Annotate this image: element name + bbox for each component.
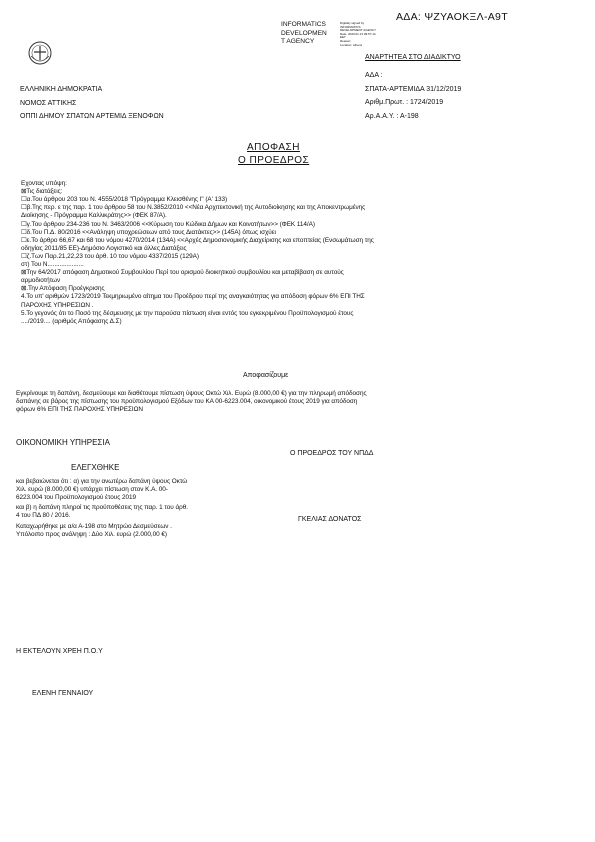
country-name: ΕΛΛΗΝΙΚΗ ΔΗΜΟΚΡΑΤΙΑ <box>20 86 103 93</box>
president-title: Ο ΠΡΟΕΔΡΟΣ ΤΟΥ ΝΠΔΔ <box>290 450 374 457</box>
sig-detail: INFORMATICS <box>340 24 361 29</box>
consideration-line: ⊠Τις διατάξεις: <box>21 188 63 196</box>
consideration-line: Διοίκησης - Πρόγραμμα Καλλικράτης>> (ΦΕΚ 87/Α). <box>21 212 167 220</box>
consideration-line: ☐α.Του άρθρου 203 του Ν. 4555/2018 "Πρόγραμμα Κλεισθένης Ι" (Α' 133) <box>21 196 228 204</box>
agency-line-2: DEVELOPMEN <box>281 29 327 37</box>
place-date: ΣΠΑΤΑ-ΑΡΤΕΜΙΔΑ 31/12/2019 <box>365 85 462 93</box>
finance-line: 6223.004 του Προϋπολογισμού έτους 2019 <box>16 494 136 501</box>
finance-heading: ΟΙΚΟΝΟΜΙΚΗ ΥΠΗΡΕΣΙΑ <box>16 438 110 447</box>
sig-detail: Date: 2020.01.13 09:57:14 <box>340 31 376 36</box>
agency-line-3: T AGENCY <box>281 38 315 46</box>
agency-line-1: INFORMATICS <box>281 21 326 28</box>
consideration-line: 4.Το υπ' αριθμών 1723/2019 Τεκμηριωμένο αίτημα του Προέδρου περί της αναγκαιότητας για απόδοση φόρων 6% ΕΠΙ ΤΗΣ <box>21 293 365 301</box>
consideration-line: ⊠Την 64/2017 απόφαση Δημοτικού Συμβουλίου Περί του ορισμού διοικητικού συμβουλίου και μεταβίβαση σε αυτούς <box>21 269 344 277</box>
aay-number: Αρ.Α.Α.Υ. : Α-198 <box>365 112 419 120</box>
sig-detail: Reason: <box>340 38 352 43</box>
greek-coat-of-arms-icon <box>27 40 53 66</box>
president-heading: Ο ΠΡΟΕΔΡΟΣ <box>238 155 310 166</box>
consideration-line: ☐ε.Το άρθρο 66,67 και 68 του νόμου 4270/2014 (134Α) <<Αρχές Δημοσιονομικής Διαχείρισης και εποπτείας (Ενσωμάτωση της <box>21 236 374 244</box>
finance-line: 4 του ΠΔ 80 / 2016. <box>16 512 71 519</box>
sig-detail: Digitally signed by <box>340 21 365 25</box>
decision-line: Εγκρίνουμε τη δαπάνη, δεσμεύουμε και διαθέτουμε πίστωση ύψους Οκτώ Χιλ. Ευρώ (8.000,00 €) για την πληρωμή απόδοσης <box>16 390 367 397</box>
consideration-line: αρμοδιοτήτων <box>21 277 61 285</box>
consideration-line: ΠΑΡΟΧΗΣ ΥΠΗΡΕΣΙΩΝ . <box>21 301 94 309</box>
consideration-line: στ) Του Ν..................... <box>21 261 84 268</box>
ada-mark: ΑΔΑ: ΨΖΥΑΟΚΞΛ-Α9Τ <box>396 11 508 23</box>
decision-line: φόρων 6% ΕΠΙ ΤΗΣ ΠΑΡΟΧΗΣ ΥΠΗΡΕΣΙΩΝ <box>16 406 143 413</box>
consideration-line: Εχοντας υπόψη: <box>21 180 67 187</box>
consideration-line: ☐γ.Του άρθρου 234-236 του Ν. 3463/2006 <<Κύρωση του Κώδικα Δήμων και Κοινοτήτων>> (ΦΕΚ 114/Α) <box>21 220 315 228</box>
post-online-note: ΑΝΑΡΤΗΤΕΑ ΣΤΟ ΔΙΑΔΙΚΤΥΟ <box>365 54 461 61</box>
decision-heading: Αποφασίζουμε <box>243 372 289 379</box>
decision-title: ΑΠΟΦΑΣΗ <box>247 142 300 153</box>
president-name: ΓΚΕΛΙΑΣ ΔΟΝΑΤΟΣ <box>298 516 362 523</box>
header-left <box>20 83 164 124</box>
consideration-line: ☐δ.Του Π.Δ. 80/2016 <<Ανάληψη υποχρεώσεων από τους Διατάκτες>> (145Α) όπως ισχύει <box>21 228 276 236</box>
header-right <box>365 69 461 123</box>
digital-signature-details <box>340 22 376 47</box>
organization-name: ΟΠΠΙ ΔΗΜΟΥ ΣΠΑΤΩΝ ΑΡΤΕΜΙΔ ΞΕΝΟΦΩΝ <box>20 113 164 120</box>
consideration-line: ☐ζ.Των Παρ.21,22,23 του άρθ. 10 του νόμου 4337/2015 (129Α) <box>21 252 199 260</box>
ada-field: ΑΔΑ : <box>365 72 383 79</box>
protocol-number: Αριθμ.Πρωτ. : 1724/2019 <box>365 99 444 106</box>
sig-detail: Location: Athens <box>340 42 363 47</box>
finance-line: Καταχωρήθηκε με α/α Α-198 στο Μητρώο Δεσμεύσεων . <box>16 523 172 530</box>
decision-line: δαπάνης σε βάρος της πίστωσης του προϋπολογισμού Εξόδων του ΚΑ 00-6223.004, οικονομικού έτους 2019 για απόδοση <box>16 398 358 405</box>
finance-line: και β) η δαπάνη πληροί τις προϋποθέσεις της παρ. 1 του άρθ. <box>16 504 188 511</box>
agency-signature <box>281 21 327 47</box>
sig-detail: EET <box>340 35 346 40</box>
executor-name: ΕΛΕΝΗ ΓΕΝΝΑΙΟΥ <box>32 690 94 697</box>
executor-title: Η ΕΚΤΕΛΟΥΝ ΧΡΕΗ Π.Ο.Υ <box>16 648 103 655</box>
sig-detail: DEVELOPMENT AGENCY <box>340 28 376 33</box>
prefecture-name: ΝΟΜΟΣ ΑΤΤΙΚΗΣ <box>20 99 77 107</box>
consideration-line: ☐β.Της περ. ε της παρ. 1 του άρθρου 58 του Ν.3852/2010 <<Νέα Αρχιτεκτονική της Αυτοδιοίκησης και της Αποκεντρωμένης <box>21 204 366 212</box>
checked-label: ΕΛΕΓΧΘΗΚΕ <box>71 463 120 472</box>
consideration-line: οδηγίας 2011/85 ΕΕ)-Δημόσιο Λογιστικό και άλλες Διατάξεις <box>21 244 187 252</box>
finance-line: και βεβαιώνεται ότι : α) για την ανωτέρω δαπάνη ύψους Οκτώ <box>16 478 188 485</box>
consideration-line: ..../2019.... (αριθμός Απόφασης Δ.Σ) <box>21 317 122 325</box>
consideration-line: 5.Το γεγονός ότι το Ποσό της δέσμευσης με την παρούσα πίστωση είναι εντός του εγκεκριμένου Προϋπολογισμού έτους <box>21 309 354 317</box>
finance-line: Υπόλοιπο προς ανάληψη : Δύο Χιλ. ευρώ (2.000,00 €) <box>16 531 167 538</box>
consideration-line: ⊠.Την Απόφαση Προέγκρισης <box>21 285 105 293</box>
finance-line: Χιλ. ευρώ (8.000,00 €) υπάρχει πίστωση στον Κ.Α. 00- <box>16 486 168 493</box>
